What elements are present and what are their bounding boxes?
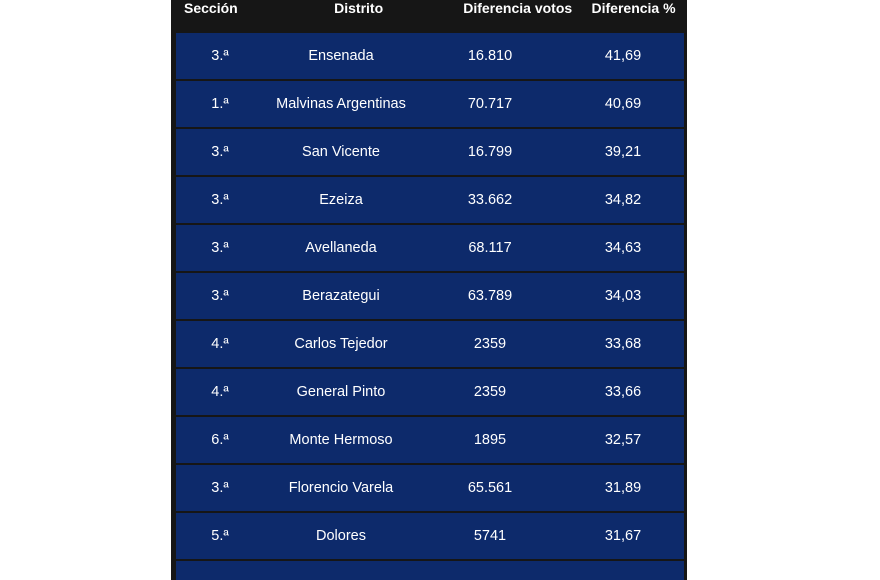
results-table — [171, 0, 687, 580]
table-row — [176, 561, 684, 580]
table-row — [176, 81, 684, 127]
cell-distrito: Carlos Tejedor — [294, 336, 388, 352]
table-body — [176, 33, 684, 580]
table-row — [176, 513, 684, 559]
table-row — [176, 129, 684, 175]
header-distrito: Distrito — [334, 0, 384, 16]
cell-diferencia-votos: 1895 — [473, 432, 507, 448]
cell-diferencia-porcentaje: 34,63 — [604, 240, 642, 256]
table-row — [176, 225, 684, 271]
table-header — [171, 0, 687, 28]
cell-distrito: San Vicente — [302, 144, 380, 160]
table-row — [176, 321, 684, 367]
table-row — [176, 417, 684, 463]
header-diferencia-votos: Diferencia votos — [463, 0, 573, 16]
cell-distrito: Malvinas Argentinas — [276, 96, 406, 112]
cell-distrito: General Pinto — [296, 384, 386, 400]
cell-diferencia-votos: 16.810 — [467, 48, 513, 64]
cell-seccion: 3.ª — [211, 240, 229, 256]
cell-distrito: Ezeiza — [319, 192, 363, 208]
header-diferencia-porcentaje: Diferencia % — [591, 0, 676, 16]
cell-diferencia-votos: 2359 — [473, 336, 507, 352]
cell-diferencia-votos: 2359 — [473, 384, 507, 400]
cell-seccion: 4.ª — [211, 336, 229, 352]
cell-seccion: 5.ª — [211, 528, 229, 544]
table-row — [176, 465, 684, 511]
cell-diferencia-votos: 65.561 — [467, 480, 513, 496]
cell-diferencia-porcentaje: 32,57 — [604, 432, 642, 448]
header-seccion: Sección — [184, 0, 238, 16]
cell-diferencia-votos: 16.799 — [467, 144, 513, 160]
table-row — [176, 273, 684, 319]
cell-diferencia-porcentaje: 41,69 — [604, 48, 642, 64]
cell-distrito: Ensenada — [308, 48, 374, 64]
cell-diferencia-votos: 63.789 — [467, 288, 513, 304]
cell-diferencia-porcentaje: 34,03 — [604, 288, 642, 304]
cell-diferencia-votos: 70.717 — [467, 96, 513, 112]
cell-diferencia-porcentaje: 31,89 — [604, 480, 642, 496]
cell-diferencia-porcentaje: 39,21 — [604, 144, 642, 160]
cell-seccion: 6.ª — [211, 432, 229, 448]
table-row — [176, 177, 684, 223]
cell-distrito: Avellaneda — [305, 240, 377, 256]
cell-seccion: 3.ª — [211, 144, 229, 160]
cell-distrito: Berazategui — [302, 288, 380, 304]
cell-seccion: 1.ª — [211, 96, 229, 112]
cell-diferencia-votos: 5741 — [473, 528, 507, 544]
cell-diferencia-porcentaje: 33,68 — [604, 336, 642, 352]
cell-diferencia-porcentaje: 34,82 — [604, 192, 642, 208]
cell-diferencia-votos: 68.117 — [468, 240, 512, 256]
cell-diferencia-porcentaje: 40,69 — [604, 96, 642, 112]
cell-distrito: Florencio Varela — [288, 480, 394, 496]
cell-seccion: 3.ª — [211, 192, 229, 208]
table-row — [176, 33, 684, 79]
cell-seccion: 4.ª — [211, 384, 229, 400]
cell-diferencia-votos: 33.662 — [467, 192, 513, 208]
cell-diferencia-porcentaje: 31,67 — [604, 528, 642, 544]
cell-seccion: 3.ª — [211, 288, 229, 304]
cell-distrito: Monte Hermoso — [289, 432, 393, 448]
table-row — [176, 369, 684, 415]
cell-seccion: 3.ª — [211, 480, 229, 496]
cell-distrito: Dolores — [316, 528, 366, 544]
cell-seccion: 3.ª — [211, 48, 229, 64]
cell-diferencia-porcentaje: 33,66 — [604, 384, 642, 400]
